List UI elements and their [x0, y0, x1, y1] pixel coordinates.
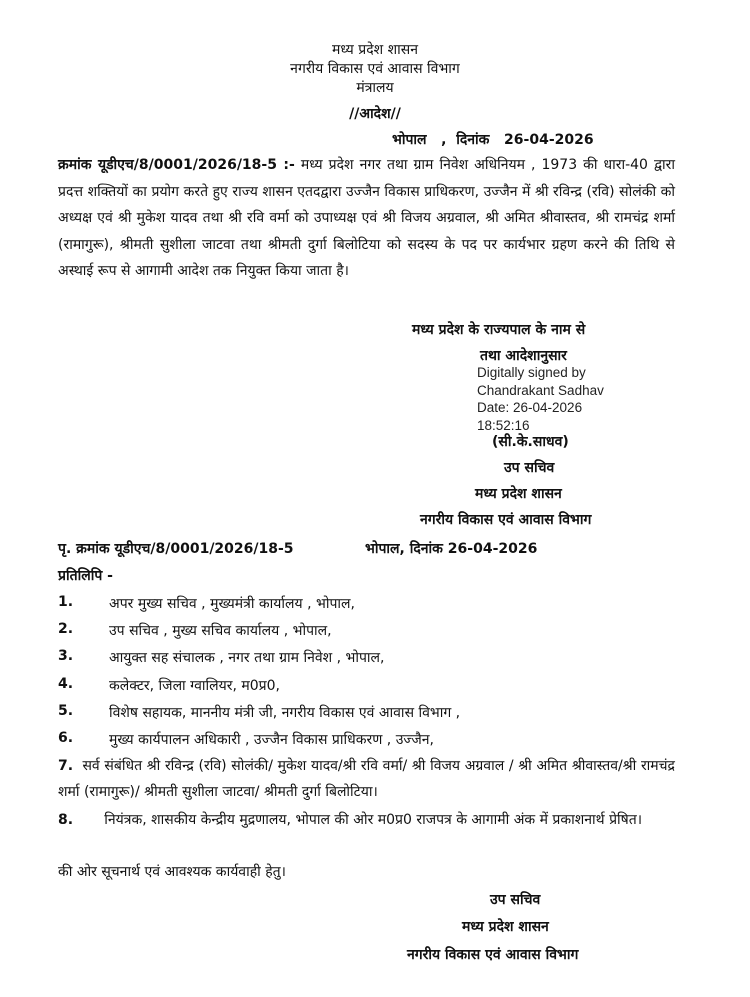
digital-signature-line-1: Digitally signed by: [477, 365, 586, 380]
list-item-text: आयुक्त सह संचालक , नगर तथा ग्राम निवेश , भोपाल,: [109, 650, 385, 666]
signatory-2-designation: उप सचिव: [490, 892, 541, 908]
list-item-text: उप सचिव , मुख्य सचिव कार्यालय , भोपाल,: [109, 623, 332, 639]
list-item-text: अपर मुख्य सचिव , मुख्यमंत्री कार्यालय , भोपाल,: [109, 596, 356, 612]
signatory-1-department: नगरीय विकास एवं आवास विभाग: [420, 512, 592, 528]
list-item-text: मुख्य कार्यपालन अधिकारी , उज्जैन विकास प्राधिकरण , उज्जैन,: [109, 732, 434, 748]
list-item-number: 3.: [58, 648, 74, 664]
list-item-number: 1.: [58, 594, 74, 610]
endorsement-place-date: भोपाल, दिनांक 26-04-2026: [365, 541, 538, 557]
closing-line: की ओर सूचनार्थ एवं आवश्यक कार्यवाही हेतु।: [58, 864, 286, 880]
copy-label: प्रतिलिपि -: [58, 568, 113, 584]
order-body: मध्य प्रदेश नगर तथा ग्राम निवेश अधिनियम , 1973 की धारा-40 द्वारा प्रदत्त शक्तियों का प्रयोग करते हुए राज्य शासन एतदद्वारा उज्जैन विकास प्राधिकरण, उज्जैन में श्री रविन्द्र (रवि) सोलंकी को अध्यक्ष एवं श्री मुकेश यादव तथा श्री रवि वर्मा को उपाध्यक्ष एवं श्री विजय अग्रवाल, श्री अमित श्रीवास्तव, श्री रामचंद्र शर्मा (रामागुरू), श्रीमती सुशीला जाटवा तथा श्रीमती दुर्गा बिलोटिया को सदस्य के पद पर कार्यभार ग्रहण करने की तिथि से अस्थाई रूप से आगामी आदेश तक नियुक्त किया जाता है।: [58, 157, 676, 279]
signatory-1-designation: उप सचिव: [504, 460, 555, 476]
list-item-text: सर्व संबंधित श्री रविन्द्र (रवि) सोलंकी/ मुकेश यादव/श्री रवि वर्मा/ श्री विजय अग्रवाल / श्री अमित श्रीवास्तव/श्री रामचंद्र शर्मा (रामागुरू)/ श्रीमती सुशीला जाटवा/ श्रीमती दुर्गा बिलोटिया।: [58, 758, 675, 800]
order-title: //आदेश//: [349, 106, 401, 122]
signatory-2-government: मध्य प्रदेश शासन: [462, 919, 549, 935]
signatory-name: (सी.के.साधव): [492, 434, 569, 450]
digital-signature-block: [477, 364, 604, 434]
header-government: मध्य प्रदेश शासन: [332, 42, 418, 58]
signatory-2-department: नगरीय विकास एवं आवास विभाग: [407, 947, 579, 963]
list-item-text: नियंत्रक, शासकीय केन्द्रीय मुद्रणालय, भोपाल की ओर म0प्र0 राजपत्र के आगामी अंक में प्रकाशनार्थ प्रेषित।: [104, 812, 643, 828]
order-paragraph: [58, 152, 675, 285]
order-number: क्रमांक यूडीएच/8/0001/2026/18-5 :-: [58, 157, 295, 173]
digital-signature-line-4: 18:52:16: [477, 417, 530, 433]
list-item-text: कलेक्टर, जिला ग्वालियर, म0प्र0,: [109, 678, 280, 694]
digital-signature-line-3: Date: 26-04-2026: [477, 400, 583, 415]
list-item-7: [58, 753, 675, 805]
list-item-number: 2.: [58, 621, 74, 637]
list-item-number: 5.: [58, 703, 74, 719]
header-department: नगरीय विकास एवं आवास विभाग: [290, 61, 460, 77]
list-item-8: [58, 807, 675, 833]
endorsement-number: पृ. क्रमांक यूडीएच/8/0001/2026/18-5: [58, 541, 294, 557]
digital-signature-line-2: Chandrakant Sadhav: [477, 382, 604, 398]
signatory-1-government: मध्य प्रदेश शासन: [475, 486, 562, 502]
list-item-text: विशेष सहायक, माननीय मंत्री जी, नगरीय विकास एवं आवास विभाग ,: [109, 705, 461, 721]
list-item-number: 6.: [58, 730, 74, 746]
authority-line-2: तथा आदेशानुसार: [480, 348, 567, 364]
list-item-number: 4.: [58, 676, 74, 692]
order-place-date: भोपाल , दिनांक 26-04-2026: [392, 132, 594, 148]
list-item-number: 8.: [58, 812, 74, 828]
authority-line-1: मध्य प्रदेश के राज्यपाल के नाम से: [412, 322, 586, 338]
list-item-number: 7.: [58, 758, 74, 774]
header-office: मंत्रालय: [356, 80, 394, 96]
